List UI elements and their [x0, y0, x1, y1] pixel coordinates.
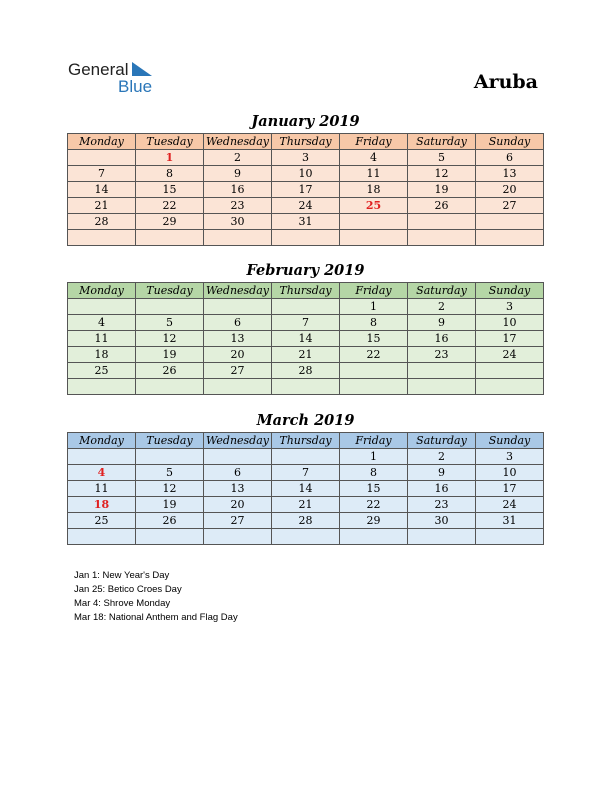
logo [68, 60, 168, 96]
weekday-header-row [68, 433, 544, 449]
day-cell: 9 [204, 166, 272, 182]
day-cell: 13 [204, 331, 272, 347]
day-cell: 11 [68, 481, 136, 497]
day-cell [272, 299, 340, 315]
weekday-header-thursday: Thursday [272, 433, 340, 449]
day-cell: 15 [136, 182, 204, 198]
day-cell: 22 [136, 198, 204, 214]
weekday-header-tuesday: Tuesday [136, 433, 204, 449]
day-cell: 9 [408, 465, 476, 481]
week-row [68, 214, 544, 230]
day-cell [408, 214, 476, 230]
week-row [68, 299, 544, 315]
day-cell: 4 [340, 150, 408, 166]
day-cell: 14 [68, 182, 136, 198]
day-cell: 22 [340, 497, 408, 513]
weekday-header-wednesday: Wednesday [204, 283, 272, 299]
week-row [68, 230, 544, 246]
day-cell [340, 363, 408, 379]
day-cell: 27 [476, 198, 544, 214]
day-cell [272, 529, 340, 545]
day-cell [476, 379, 544, 395]
week-row [68, 182, 544, 198]
day-cell [340, 214, 408, 230]
holiday-item: Jan 1: New Year's Day [74, 570, 170, 581]
day-cell: 24 [476, 347, 544, 363]
day-cell: 23 [408, 347, 476, 363]
day-cell: 27 [204, 363, 272, 379]
week-row [68, 465, 544, 481]
week-row [68, 331, 544, 347]
day-cell: 19 [136, 497, 204, 513]
week-row [68, 150, 544, 166]
holiday-list [74, 569, 238, 625]
holiday-item: Jan 25: Betico Croes Day [74, 584, 182, 595]
week-row [68, 379, 544, 395]
day-cell [272, 379, 340, 395]
day-cell [136, 230, 204, 246]
weekday-header-friday: Friday [340, 433, 408, 449]
day-cell [204, 529, 272, 545]
day-cell [204, 379, 272, 395]
day-cell: 4 [68, 465, 136, 481]
day-cell [68, 299, 136, 315]
logo-blue-text: Blue [118, 77, 153, 96]
day-cell: 23 [204, 198, 272, 214]
weekday-header-thursday: Thursday [272, 134, 340, 150]
day-cell: 5 [136, 465, 204, 481]
day-cell: 15 [340, 331, 408, 347]
weekday-header-friday: Friday [340, 283, 408, 299]
day-cell: 20 [204, 497, 272, 513]
day-cell [476, 529, 544, 545]
day-cell: 8 [340, 315, 408, 331]
day-cell: 1 [136, 150, 204, 166]
day-cell [136, 529, 204, 545]
day-cell: 14 [272, 331, 340, 347]
day-cell: 26 [136, 363, 204, 379]
day-cell: 4 [68, 315, 136, 331]
week-row [68, 315, 544, 331]
day-cell [408, 363, 476, 379]
day-cell: 10 [476, 465, 544, 481]
logo-general-text: General [68, 60, 129, 79]
day-cell: 27 [204, 513, 272, 529]
day-cell: 8 [340, 465, 408, 481]
week-row [68, 497, 544, 513]
day-cell: 30 [408, 513, 476, 529]
day-cell: 26 [136, 513, 204, 529]
day-cell: 31 [272, 214, 340, 230]
day-cell [476, 230, 544, 246]
day-cell [340, 379, 408, 395]
day-cell [204, 230, 272, 246]
day-cell: 2 [408, 449, 476, 465]
holiday-item: Mar 4: Shrove Monday [74, 598, 171, 609]
day-cell: 19 [408, 182, 476, 198]
day-cell: 2 [204, 150, 272, 166]
day-cell: 5 [408, 150, 476, 166]
day-cell: 22 [340, 347, 408, 363]
weekday-header-friday: Friday [340, 134, 408, 150]
day-cell: 19 [136, 347, 204, 363]
day-cell [68, 449, 136, 465]
day-cell [408, 230, 476, 246]
day-cell: 13 [476, 166, 544, 182]
logo-triangle-icon [132, 62, 152, 76]
weekday-header-thursday: Thursday [272, 283, 340, 299]
weekday-header-wednesday: Wednesday [204, 134, 272, 150]
day-cell: 18 [68, 497, 136, 513]
day-cell: 12 [136, 481, 204, 497]
country-title: Aruba [473, 71, 538, 93]
calendar-february [67, 282, 544, 395]
day-cell: 6 [204, 315, 272, 331]
week-row [68, 529, 544, 545]
day-cell: 1 [340, 299, 408, 315]
day-cell: 12 [136, 331, 204, 347]
day-cell: 7 [68, 166, 136, 182]
day-cell: 25 [68, 513, 136, 529]
day-cell: 31 [476, 513, 544, 529]
day-cell [204, 449, 272, 465]
day-cell: 3 [476, 299, 544, 315]
day-cell: 2 [408, 299, 476, 315]
day-cell: 23 [408, 497, 476, 513]
day-cell: 17 [476, 331, 544, 347]
weekday-header-sunday: Sunday [476, 283, 544, 299]
day-cell: 12 [408, 166, 476, 182]
day-cell: 1 [340, 449, 408, 465]
day-cell [340, 230, 408, 246]
day-cell: 28 [68, 214, 136, 230]
week-row [68, 513, 544, 529]
day-cell [68, 230, 136, 246]
day-cell: 3 [476, 449, 544, 465]
weekday-header-row [68, 134, 544, 150]
day-cell: 11 [68, 331, 136, 347]
weekday-header-tuesday: Tuesday [136, 283, 204, 299]
weekday-header-monday: Monday [68, 433, 136, 449]
day-cell: 24 [476, 497, 544, 513]
week-row [68, 363, 544, 379]
day-cell: 18 [340, 182, 408, 198]
day-cell: 26 [408, 198, 476, 214]
weekday-header-sunday: Sunday [476, 433, 544, 449]
day-cell: 16 [408, 331, 476, 347]
day-cell: 30 [204, 214, 272, 230]
weekday-header-tuesday: Tuesday [136, 134, 204, 150]
day-cell: 28 [272, 513, 340, 529]
day-cell: 9 [408, 315, 476, 331]
day-cell: 24 [272, 198, 340, 214]
month-title-january: January 2019 [251, 113, 360, 130]
weekday-header-saturday: Saturday [408, 134, 476, 150]
day-cell: 20 [476, 182, 544, 198]
day-cell: 21 [272, 497, 340, 513]
day-cell [476, 363, 544, 379]
day-cell [476, 214, 544, 230]
weekday-header-monday: Monday [68, 283, 136, 299]
day-cell: 10 [272, 166, 340, 182]
day-cell [68, 150, 136, 166]
day-cell [204, 299, 272, 315]
day-cell [272, 449, 340, 465]
day-cell: 15 [340, 481, 408, 497]
month-title-february: February 2019 [246, 262, 365, 279]
day-cell: 3 [272, 150, 340, 166]
day-cell: 29 [136, 214, 204, 230]
holiday-item: Mar 18: National Anthem and Flag Day [74, 612, 238, 623]
day-cell [408, 379, 476, 395]
day-cell: 6 [204, 465, 272, 481]
day-cell: 18 [68, 347, 136, 363]
day-cell: 16 [408, 481, 476, 497]
day-cell [68, 529, 136, 545]
day-cell: 5 [136, 315, 204, 331]
day-cell [272, 230, 340, 246]
day-cell [408, 529, 476, 545]
day-cell: 7 [272, 465, 340, 481]
week-row [68, 449, 544, 465]
weekday-header-saturday: Saturday [408, 433, 476, 449]
month-title-march: March 2019 [256, 412, 355, 429]
weekday-header-monday: Monday [68, 134, 136, 150]
day-cell [340, 529, 408, 545]
day-cell: 21 [68, 198, 136, 214]
day-cell: 25 [340, 198, 408, 214]
day-cell: 7 [272, 315, 340, 331]
day-cell: 8 [136, 166, 204, 182]
day-cell: 25 [68, 363, 136, 379]
day-cell [68, 379, 136, 395]
week-row [68, 166, 544, 182]
day-cell [136, 379, 204, 395]
weekday-header-sunday: Sunday [476, 134, 544, 150]
weekday-header-saturday: Saturday [408, 283, 476, 299]
day-cell: 29 [340, 513, 408, 529]
day-cell: 20 [204, 347, 272, 363]
week-row [68, 347, 544, 363]
day-cell: 21 [272, 347, 340, 363]
weekday-header-wednesday: Wednesday [204, 433, 272, 449]
calendar-march [67, 432, 544, 545]
day-cell [136, 299, 204, 315]
day-cell [136, 449, 204, 465]
weekday-header-row [68, 283, 544, 299]
week-row [68, 481, 544, 497]
day-cell: 17 [476, 481, 544, 497]
calendar-january [67, 133, 544, 246]
day-cell: 28 [272, 363, 340, 379]
day-cell: 6 [476, 150, 544, 166]
week-row [68, 198, 544, 214]
day-cell: 14 [272, 481, 340, 497]
day-cell: 10 [476, 315, 544, 331]
day-cell: 13 [204, 481, 272, 497]
day-cell: 16 [204, 182, 272, 198]
day-cell: 11 [340, 166, 408, 182]
day-cell: 17 [272, 182, 340, 198]
